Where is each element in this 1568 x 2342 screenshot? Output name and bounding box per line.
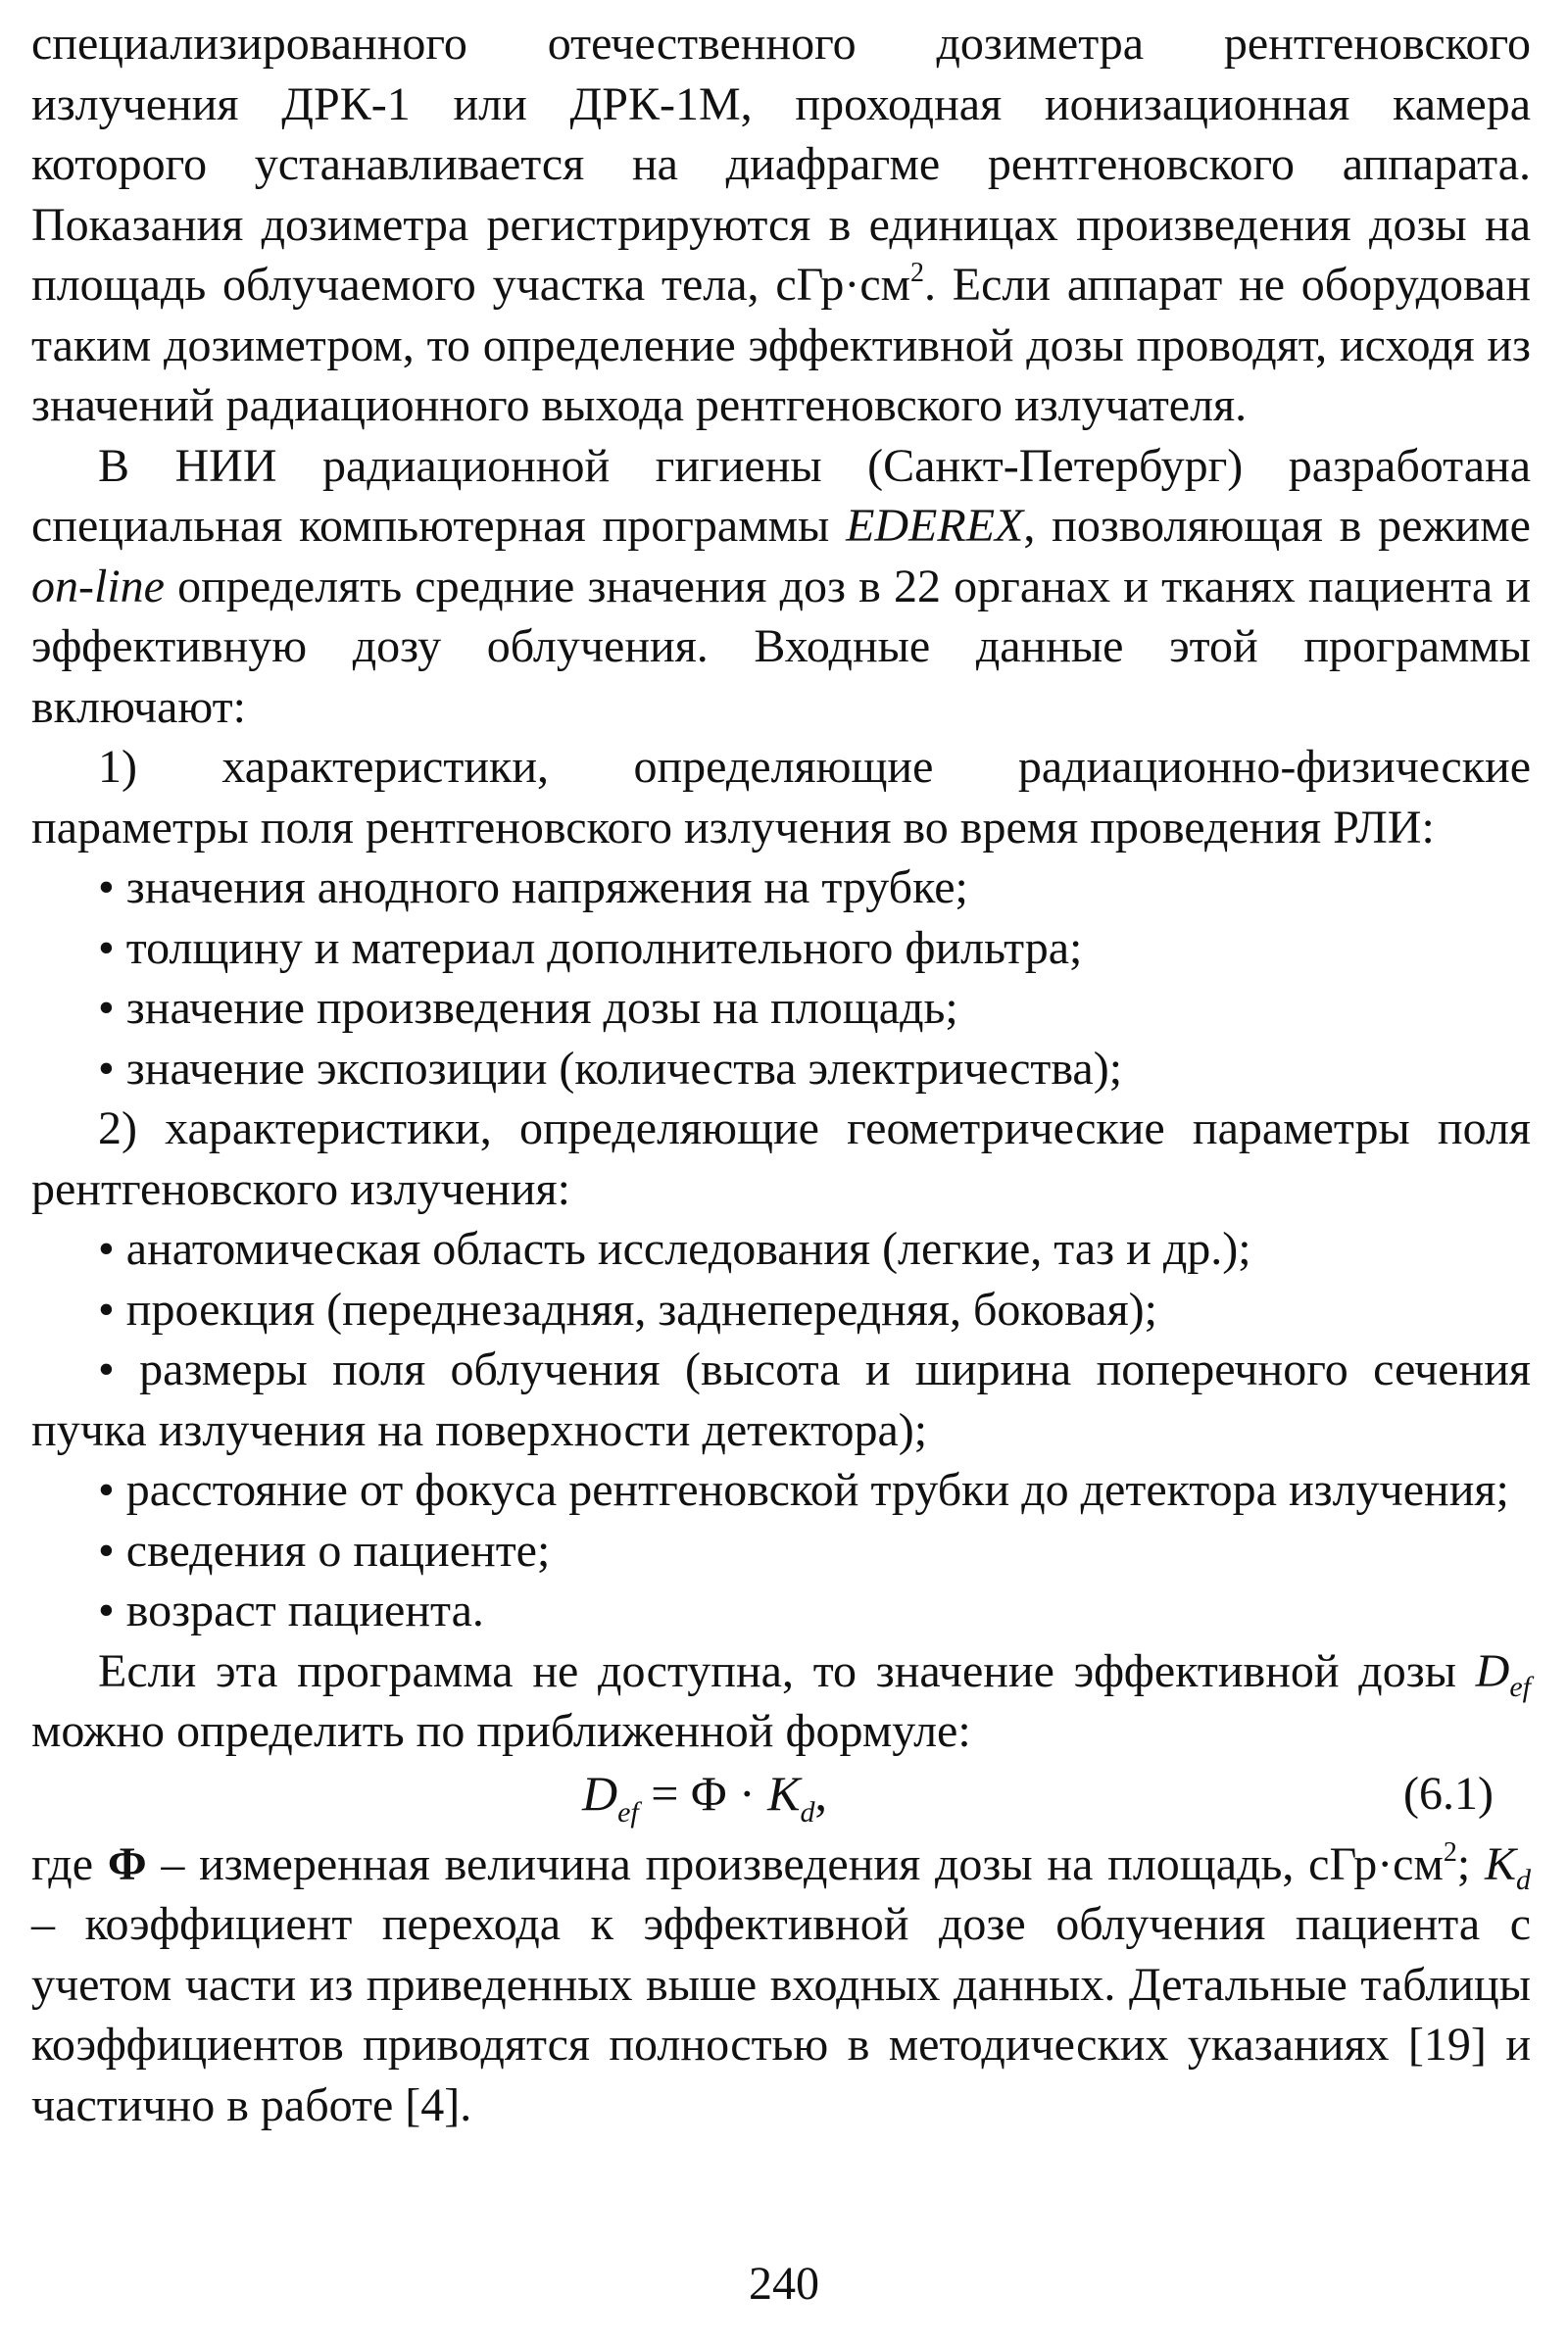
list-item: • значения анодного напряжения на трубке; [98,861,968,913]
paragraph-program: В НИИ радиационной гигиены (Санкт-Петербург) разработана специальная компьютерная программы EDEREX, позволяющая в режиме on-line определять средние значения доз в 22 органах и тканях пациента и эффективную дозу облучения. Входные данные этой программы включают: [31,439,1531,733]
equation-number: (6.1) [1403,1767,1494,1820]
subscript-d: d [1516,1863,1531,1896]
paragraph-formula-intro: Если эта программа не доступна, то значение эффективной дозы $D_{ef}$ можно определить по приближенной формуле: [31,1644,1531,1757]
superscript-2: 2 [1443,1836,1457,1868]
page-number: 240 [749,2258,819,2310]
list-item: • проекция (переднезадняя, заднепередняя, боковая); [98,1283,1157,1336]
formula: $D_{ef} = \Phi \cdot K_d$, [582,1765,828,1829]
list-item: • значение произведения дозы на площадь; [98,982,958,1034]
paragraph-dosimeter: специализированного отечественного дозиметра рентгеновского излучения ДРК-1 или ДРК-1М, проходная ионизационная камера которого устанавливается на диафрагме рентгеновского аппарата. Показания дозиметра регистрируются в единицах произведения дозы на площадь облучаемого участка тела, $сГр\cdot см^2$. Если аппарат не оборудован таким дозиметром, то определение эффективной дозы проводят, исходя из значений радиационного выхода рентгеновского излучателя. [31,18,1532,431]
superscript-2: 2 [910,258,925,288]
group2-intro: 2) характеристики, определяющие геометрические параметры поля рентгеновского излучения: [31,1102,1531,1215]
list-item: • возраст пациента. [98,1585,484,1636]
list-item: • расстояние от фокуса рентгеновской трубки до детектора излучения; [98,1464,1509,1516]
list-item: • толщину и материал дополнительного фильтра; [98,921,1083,974]
symbol-k: K [1484,1837,1516,1890]
paragraph-definitions: где Φ – измеренная величина произведения дозы на площадь, $сГр\cdot см^2$; $K_d$ – коэффициент перехода к эффективной дозе облучения пациента с учетом части из приведенных выше входных данных. Детальные таблицы коэффициентов приводятся полностью в методических указаниях [19] и частично в работе [4]. [31,1836,1531,2131]
program-name: EDEREX [846,500,1024,552]
subscript-ef: ef [1509,1670,1531,1703]
list-item: • значение экспозиции (количества электричества); [98,1042,1123,1095]
symbol-d: D [1475,1644,1510,1697]
mode-term: on-line [31,560,165,612]
list-item: • анатомическая область исследования (легкие, таз и др.); [98,1223,1251,1275]
list-item: • размеры поля облучения (высота и ширина поперечного сечения пучка излучения на поверхности детектора); [31,1343,1531,1456]
equation [31,1762,1531,1832]
symbol-phi: Φ [107,1837,147,1890]
group1-intro: 1) характеристики, определяющие радиационно-физические параметры поля рентгеновского излучения во время проведения РЛИ: [31,741,1531,854]
list-item: • сведения о пациенте; [98,1524,551,1577]
